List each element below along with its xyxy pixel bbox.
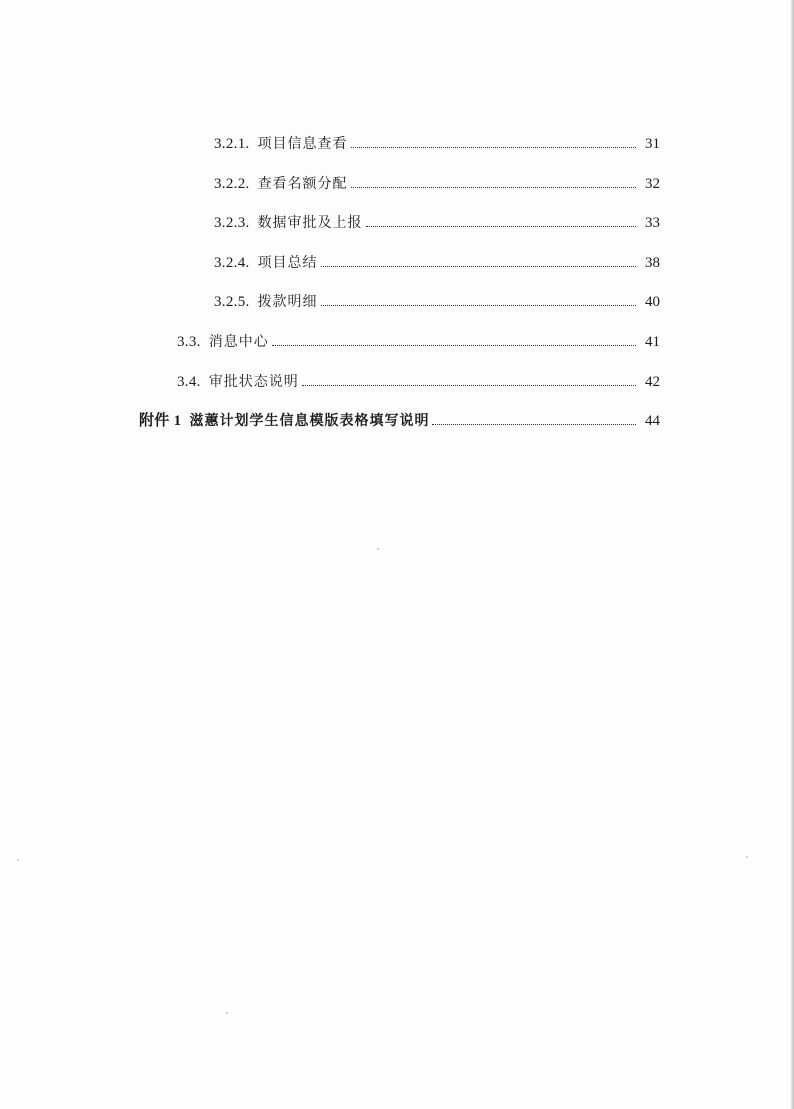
toc-entry-number: 3.2.5. [214, 294, 250, 310]
toc-entry-appendix-1[interactable] [139, 411, 660, 431]
toc-entry-page: 41 [645, 334, 660, 350]
toc-dot-leader [272, 344, 636, 346]
toc-dot-leader [351, 146, 636, 148]
toc-dot-leader [366, 225, 636, 227]
toc-entry-number: 3.3. [177, 334, 201, 350]
toc-entry-title: 项目信息查看 [257, 136, 348, 152]
toc-entry-title: 数据审批及上报 [257, 215, 363, 231]
toc-entry-title: 滋蕙计划学生信息模版表格填写说明 [189, 413, 430, 429]
toc-entry-page: 44 [645, 413, 660, 429]
toc-entry-title: 审批状态说明 [208, 374, 299, 390]
toc-entry-3-2-4[interactable] [214, 253, 660, 273]
toc-dot-leader [321, 265, 636, 267]
toc-entry-title: 项目总结 [257, 255, 318, 271]
toc-entry-page: 31 [645, 136, 660, 152]
toc-entry-number: 附件 1 [139, 413, 182, 429]
toc-dot-leader [321, 304, 636, 306]
toc-entry-3-2-5[interactable] [214, 292, 660, 312]
toc-entry-number: 3.2.4. [214, 255, 250, 271]
toc-entry-title: 查看名额分配 [257, 176, 348, 192]
toc-entry-page: 38 [645, 255, 660, 271]
toc-entry-3-2-1[interactable] [214, 134, 660, 154]
toc-dot-leader [432, 423, 636, 425]
toc-entry-number: 3.2.2. [214, 176, 250, 192]
toc-entry-page: 40 [645, 294, 660, 310]
toc-entry-page: 33 [645, 215, 660, 231]
toc-entry-number: 3.4. [177, 374, 201, 390]
toc-entry-page: 42 [645, 374, 660, 390]
scan-speck [377, 548, 379, 550]
scan-speck [746, 856, 748, 858]
toc-dot-leader [302, 384, 636, 386]
toc-entry-3-2-3[interactable] [214, 213, 660, 233]
toc-entry-number: 3.2.1. [214, 136, 250, 152]
toc-entry-title: 消息中心 [208, 334, 269, 350]
scan-speck [226, 1012, 228, 1014]
toc-entry-3-4[interactable] [177, 372, 660, 392]
toc-entry-number: 3.2.3. [214, 215, 250, 231]
toc-entry-title: 拨款明细 [257, 294, 318, 310]
toc-entry-3-3[interactable] [177, 332, 660, 352]
toc-entry-page: 32 [645, 176, 660, 192]
scan-speck [17, 859, 19, 861]
toc-entry-3-2-2[interactable] [214, 174, 660, 194]
toc-dot-leader [351, 186, 636, 188]
